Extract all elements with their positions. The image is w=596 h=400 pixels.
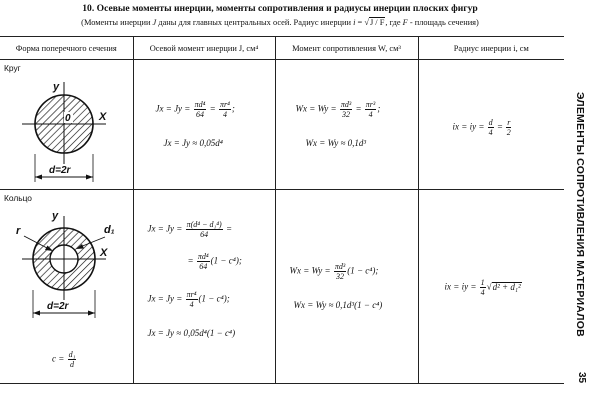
formula-radius-circle: ix = iy = $\frac{d}{4}$ = $\frac{r}{2}$	[452, 118, 511, 137]
cell-shape-circle	[0, 60, 133, 190]
dim-arrow-left-icon	[33, 311, 40, 316]
table-row	[0, 60, 564, 190]
dim-arrow-right-icon	[88, 311, 95, 316]
diameter-label: d=2r	[47, 301, 69, 312]
table-header-row	[0, 37, 564, 60]
x-axis-label: X	[100, 247, 108, 259]
page-number: 35	[576, 372, 587, 384]
formula-modulus-circle: Wx = Wy = $\frac{\text{πd³}}{32}$ = $\frac{\text{πr³}}{4}$ ;	[295, 100, 381, 119]
radius-label: r	[16, 225, 21, 237]
page-title: 10. Осевые моменты инерции, моменты сопротивления и радиусы инерции плоских фигур	[82, 3, 478, 14]
sqrt-icon: √	[364, 18, 369, 27]
subtitle-part4: - площадь сечения)	[409, 18, 479, 27]
cell-inertia-circle	[133, 60, 275, 190]
row-label-circle: Круг	[4, 63, 21, 73]
cell-radius-ring	[418, 190, 564, 384]
formula-inertia-ring-approx: Jx = Jy ≈ 0,05d⁴(1 − c⁴)	[147, 328, 236, 338]
d1-label: d₁	[104, 224, 115, 236]
formula-inertia-circle: Jx = Jy = $\frac{\text{πd⁴}}{64}$ = $\frac{\text{πr⁴}}{4}$ ;	[155, 100, 235, 119]
table-row	[0, 190, 564, 384]
formula-inertia-ring-1: Jx = Jy = $\frac{\text{π(d⁴ − d₁⁴)}}{64}$ =	[147, 220, 233, 239]
dim-arrow-left-icon	[35, 175, 42, 180]
page-subtitle	[0, 17, 560, 27]
sqrt-icon: √	[486, 281, 492, 292]
y-axis-label: y	[53, 81, 60, 93]
subtitle-i: i	[353, 18, 356, 27]
formula-inertia-ring-3: Jx = Jy = $\frac{\text{πr⁴}}{4}$ (1 − c⁴);	[147, 290, 230, 309]
subtitle-part3: , где	[385, 18, 401, 27]
col-header-modulus: Момент сопротивления W, см³	[275, 37, 418, 60]
row-label-ring: Кольцо	[4, 193, 32, 203]
x-axis-label: X	[99, 111, 107, 123]
col-header-shape: Форма поперечного сечения	[0, 37, 133, 60]
circle-section-diagram	[0, 60, 132, 188]
subtitle-root: J / F	[369, 18, 385, 27]
subtitle-eq: =	[357, 18, 363, 27]
cell-shape-ring	[0, 190, 133, 384]
origin-label: 0	[65, 113, 71, 124]
section-properties-table	[0, 36, 564, 384]
radius-ring-root: d² + d₁²	[492, 281, 521, 292]
cell-modulus-circle	[275, 60, 418, 190]
formula-inertia-circle-approx: Jx = Jy ≈ 0,05d⁴	[163, 138, 223, 148]
diameter-label: d=2r	[49, 165, 71, 176]
dim-arrow-right-icon	[86, 175, 93, 180]
formula-modulus-circle-approx: Wx = Wy ≈ 0,1d³	[305, 138, 367, 148]
subtitle-J: J	[152, 18, 157, 27]
cell-modulus-ring	[275, 190, 418, 384]
formula-modulus-ring: Wx = Wy = $\frac{\text{πd³}}{32}$ (1 − c⁴);	[289, 262, 379, 281]
subtitle-part2: даны для главных центральных осей. Радиус инерции	[158, 18, 351, 27]
cell-radius-circle	[418, 60, 564, 190]
cell-inertia-ring	[133, 190, 275, 384]
formula-radius-ring: ix = iy = $\frac{1}{4}$ √d² + d₁²	[444, 278, 521, 297]
y-axis-label: y	[52, 210, 59, 222]
col-header-inertia: Осевой момент инерции J, см⁴	[133, 37, 275, 60]
formula-inertia-ring-2: = $\frac{\text{πd⁴}}{64}$ (1 − c⁴);	[187, 252, 242, 271]
subtitle-part1: (Моменты инерции	[81, 18, 151, 27]
ratio-formula: c = $\frac{\text{d₁}}{d}$	[52, 350, 76, 369]
ring-section-diagram	[0, 190, 132, 340]
side-section-title: ЭЛЕМЕНТЫ СОПРОТИВЛЕНИЯ МАТЕРИАЛОВ	[574, 92, 586, 337]
col-header-radius: Радиус инерции i, см	[418, 37, 564, 60]
formula-modulus-ring-approx: Wx = Wy ≈ 0,1d³(1 − c⁴)	[293, 300, 383, 310]
subtitle-F: F	[402, 18, 408, 27]
